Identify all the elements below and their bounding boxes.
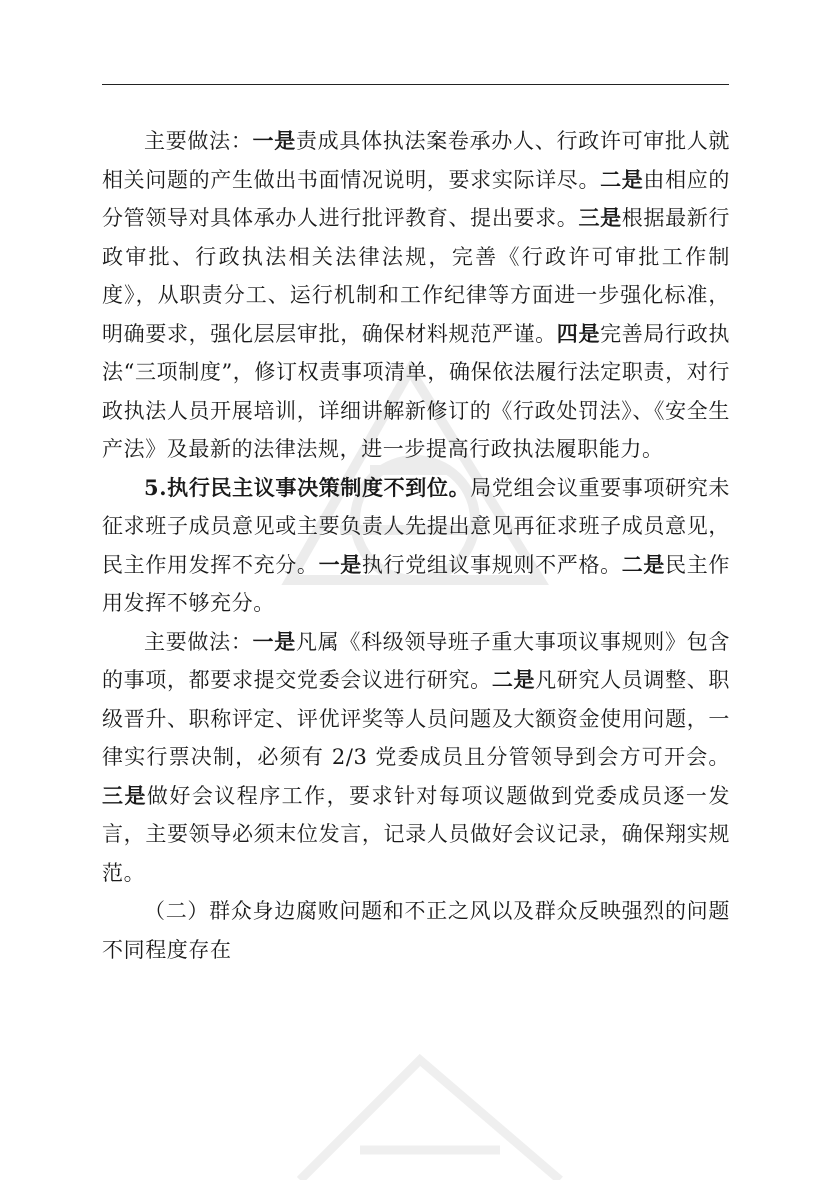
- bold-label: 一是: [318, 551, 362, 577]
- bold-label: 四是: [556, 320, 601, 346]
- bold-label: 三是: [102, 782, 147, 808]
- bold-label: 一是: [252, 128, 296, 153]
- watermark-logo-bottom: [280, 1040, 580, 1180]
- paragraph-lead: 主要做法：: [144, 129, 253, 153]
- text-segment: 执行党组议事规则不严格。: [361, 552, 622, 577]
- text-segment: 凡属《科级领导班子重大事项议事规则》包含的事项，都要求提交党委会议进行研究。: [102, 629, 731, 692]
- text-segment: 完善局行政执法“三项制度”，修订权责事项清单，确保依法履行法定职责，对行政执法人员开展培训，详细讲解新修订的《行政处罚法》、《安全生产法》及最新的法律法规，进一步提高行政执法履职能力。: [102, 321, 730, 461]
- text-segment: 做好会议程序工作，要求针对每项议题做到党委成员逐一发言，主要领导必须末位发言，记录人员做好会议记录，确保翔实规范。: [102, 783, 730, 885]
- text-segment: 根据最新行政审批、行政执法相关法律法规，完善《行政许可审批工作制度》，从职责分工、运行机制和工作纪律等方面进一步强化标准，明确要求，强化层层审批，确保材料规范严谨。: [102, 206, 731, 346]
- bold-label: 三是: [578, 205, 622, 230]
- text-segment: 责成具体执法案卷承办人、行政许可审批人就相关问题的产生做出书面情况说明，要求实际详尽。: [102, 129, 731, 192]
- text-segment: 局党组会议重要事项研究未征求班子成员意见或主要负责人先提出意见再征求班子成员意见，民主作用发挥不充分。: [102, 475, 730, 577]
- paragraph-section-heading-2: [102, 892, 730, 969]
- bold-label: 二是: [600, 166, 644, 192]
- paragraph-main-practice-2: [102, 623, 730, 893]
- bold-label: 5.执行民主议事决策制度不到位。: [144, 474, 471, 500]
- text-segment: 凡研究人员调整、职级晋升、职称评定、评优评奖等人员问题及大额资金使用问题，一律实行票决制，必须有 2/3 党委成员且分管领导到会方可开会。: [102, 668, 730, 769]
- text-segment: 由相应的分管领导对具体承办人进行批评教育、提出要求。: [102, 167, 730, 230]
- paragraph-item-5: [102, 469, 730, 623]
- text-segment: （二）群众身边腐败问题和不正之风以及群众反映强烈的问题不同程度存在: [102, 899, 730, 962]
- paragraph-lead: 主要做法：: [144, 629, 253, 654]
- bold-label: 一是: [252, 628, 296, 654]
- document-body: [102, 122, 730, 969]
- paragraph-main-practice-1: [102, 122, 730, 469]
- header-rule: [102, 84, 729, 85]
- bold-label: 二是: [621, 551, 666, 577]
- text-segment: 民主作用发挥不够充分。: [102, 552, 730, 615]
- bold-label: 二是: [491, 667, 536, 692]
